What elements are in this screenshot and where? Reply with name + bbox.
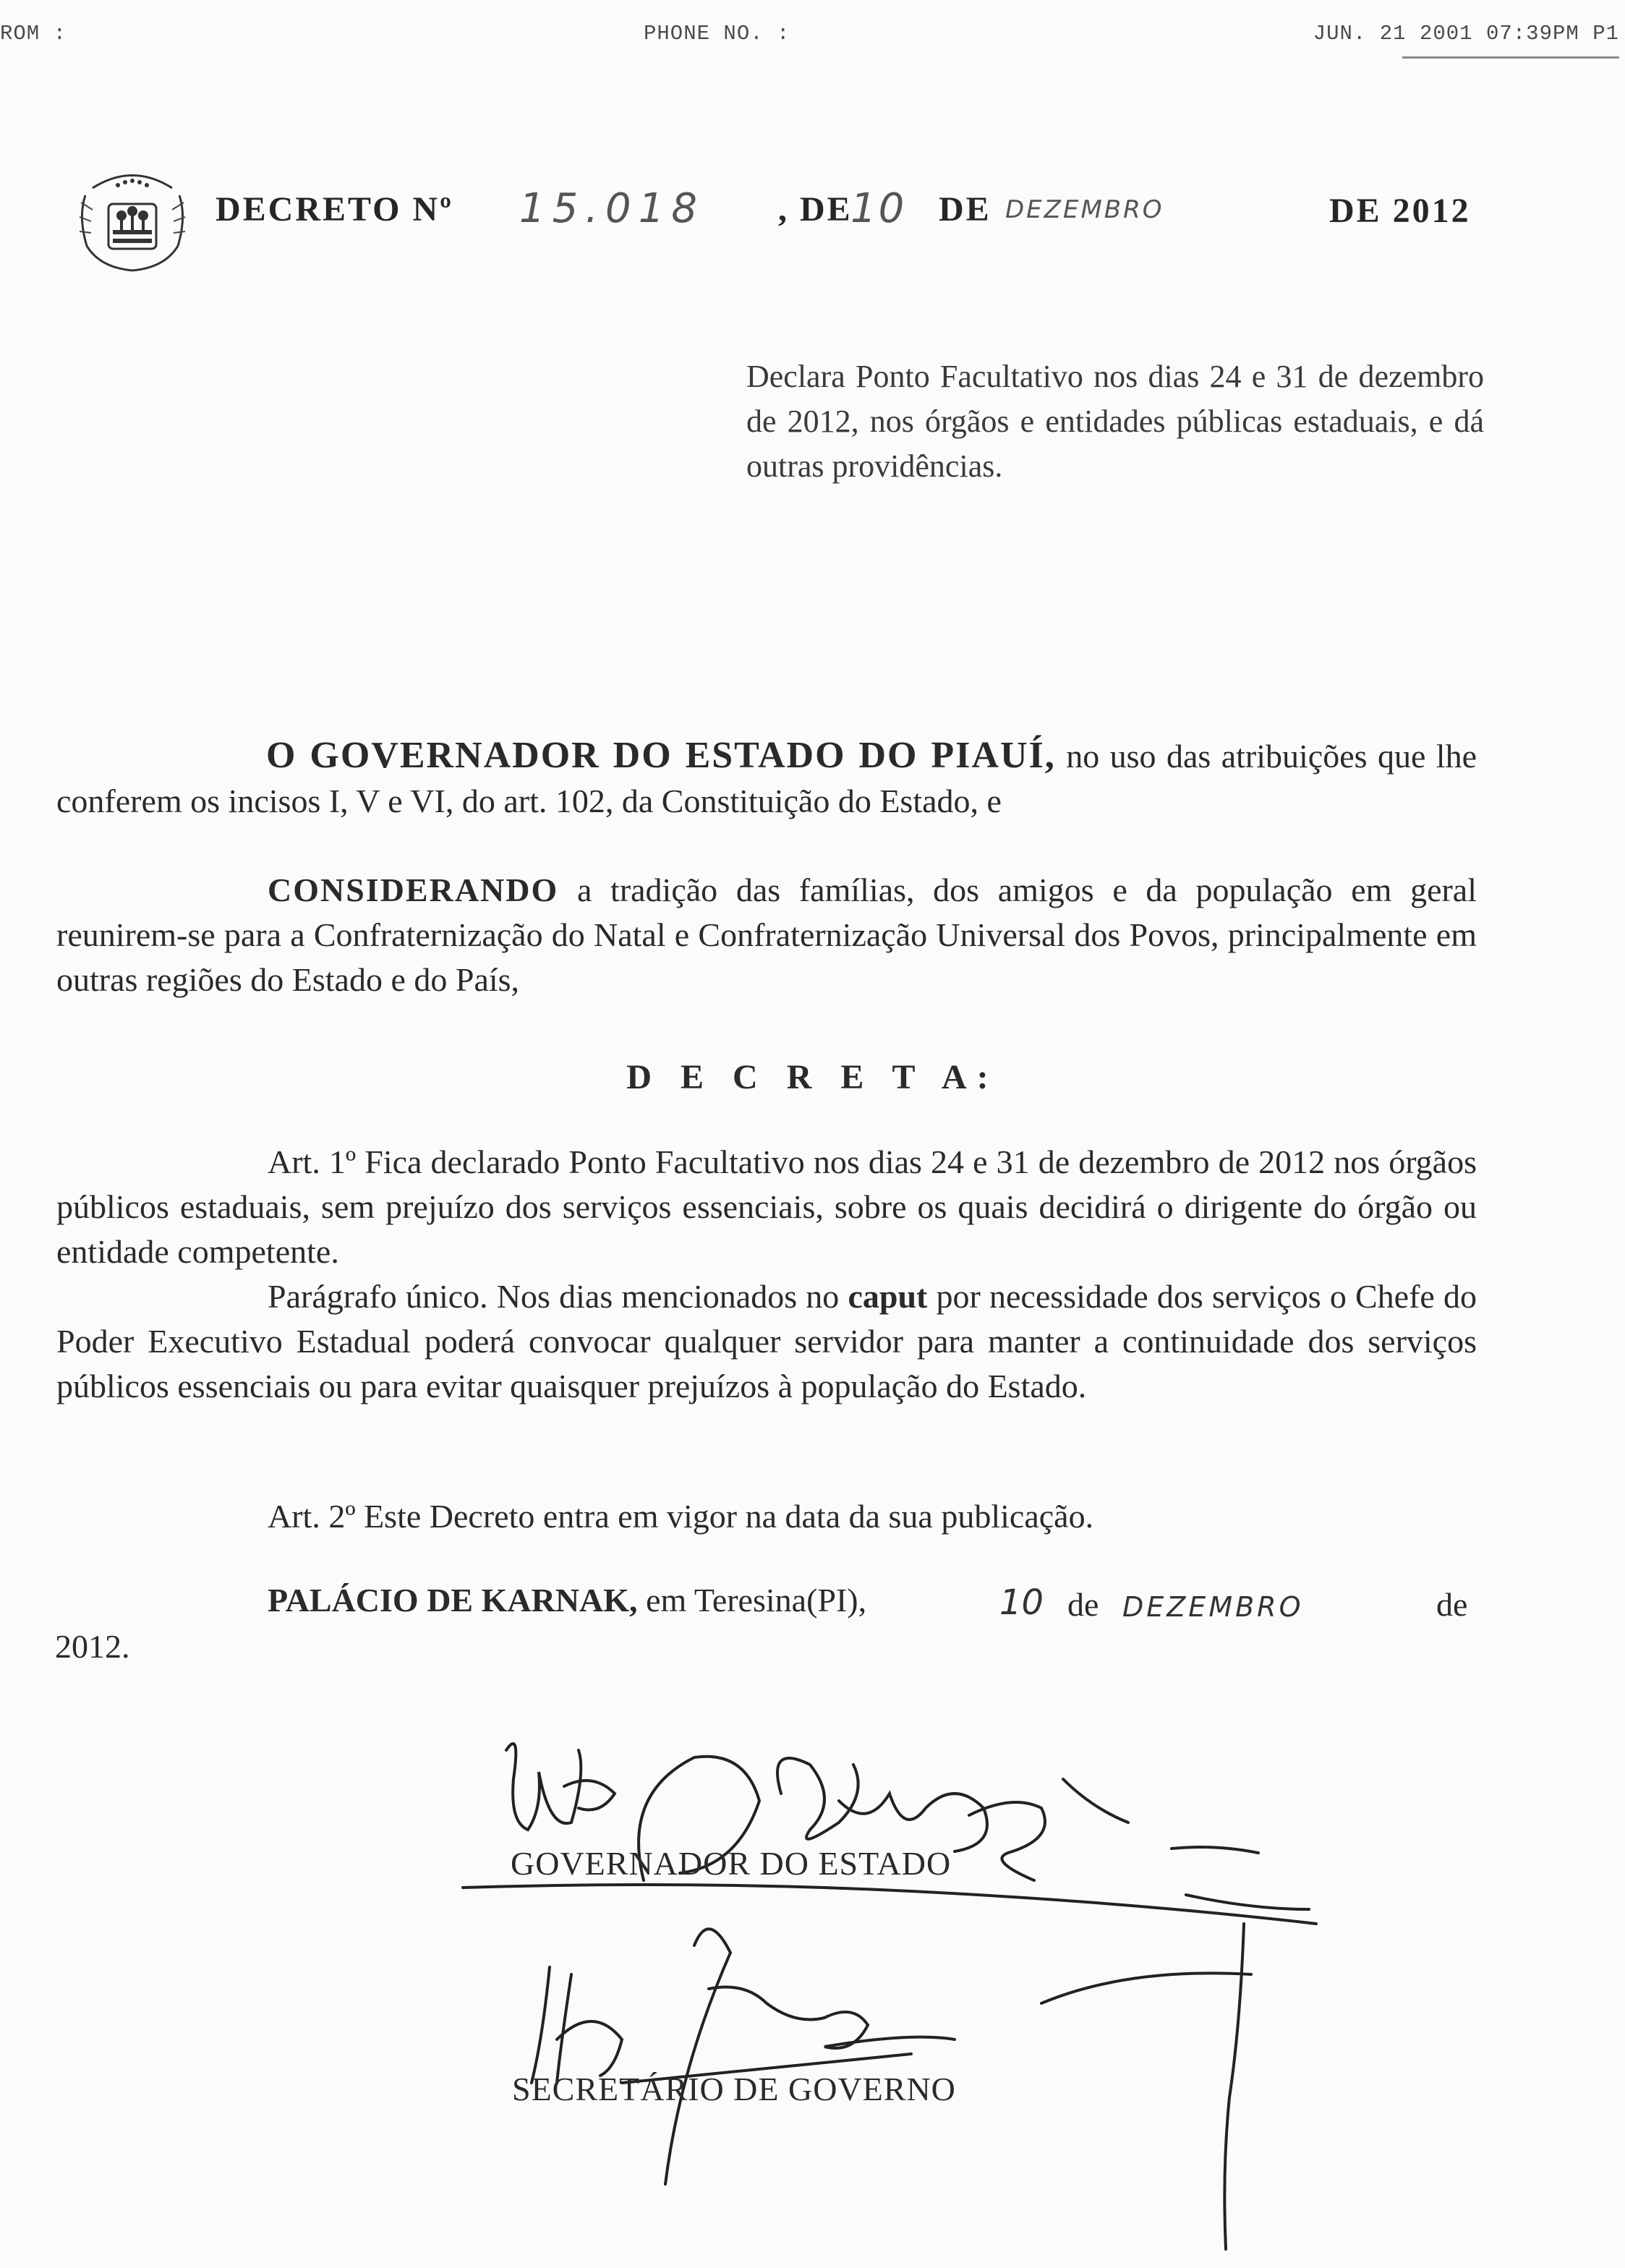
- article-1: [56, 1140, 1477, 1274]
- article-2-text: Art. 2º Este Decreto entra em vigor na data da sua publicação.: [268, 1498, 1094, 1535]
- decreta-heading: D E C R E T A:: [626, 1058, 999, 1096]
- closing-year: 2012.: [55, 1628, 130, 1665]
- handwritten-signatures: [405, 1663, 1490, 2256]
- decree-heading: [216, 185, 1488, 247]
- closing-palace: PALÁCIO DE KARNAK,: [268, 1582, 638, 1619]
- decree-de-2: DE: [939, 190, 991, 229]
- considerando-paragraph: [56, 868, 1477, 1002]
- fax-phone: PHONE NO. :: [644, 22, 790, 46]
- considerando-title: CONSIDERANDO: [268, 871, 559, 908]
- sole-paragraph-caput: caput: [848, 1278, 928, 1315]
- closing-month: DEZEMBRO: [1122, 1591, 1304, 1623]
- article-2: [56, 1494, 1477, 1539]
- decree-day: 10: [850, 185, 907, 232]
- state-coat-of-arms-icon: [71, 166, 194, 273]
- considerando-text: a tradição das famílias, dos amigos e da população em geral reunirem-se para a Confraternização do Natal e Confraternização Universal dos Povos, principalmente em outras regiões do Estado e do País,: [56, 871, 1477, 998]
- fax-datetime: JUN. 21 2001 07:39PM P1: [1313, 22, 1619, 46]
- signature-area: [405, 1663, 1490, 2256]
- preamble-text: no uso das atribuições que lhe conferem os incisos I, V e VI, do art. 102, da Constituição do Estado, e: [56, 738, 1477, 819]
- fax-underline: [1402, 56, 1619, 59]
- decree-label: DECRETO Nº: [216, 190, 454, 229]
- sole-paragraph: [56, 1274, 1477, 1409]
- secretary-role: SECRETÁRIO DE GOVERNO: [512, 2071, 956, 2107]
- decree-number: 15.018: [519, 185, 704, 232]
- closing-day: 10: [999, 1582, 1044, 1623]
- closing-de: de: [1436, 1586, 1468, 1623]
- sole-paragraph-before: Parágrafo único. Nos dias mencionados no: [268, 1278, 840, 1315]
- preamble: [56, 733, 1477, 824]
- decree-year: DE 2012: [1329, 192, 1471, 230]
- governor-role: GOVERNADOR DO ESTADO: [511, 1845, 952, 1882]
- decree-de-1: , DE: [778, 190, 853, 229]
- decree-summary: Declara Ponto Facultativo nos dias 24 e 31 de dezembro de 2012, nos órgãos e entidades públicas estaduais, e dá outras providências.: [746, 359, 1484, 484]
- decree-month: DEZEMBRO: [1005, 195, 1164, 224]
- fax-sender: ROM :: [0, 22, 67, 46]
- preamble-title: O GOVERNADOR DO ESTADO DO PIAUÍ,: [266, 735, 1056, 776]
- closing-place: em Teresina(PI),: [646, 1582, 867, 1619]
- closing-de-inline: de: [1067, 1586, 1099, 1623]
- article-1-text: Art. 1º Fica declarado Ponto Facultativo nos dias 24 e 31 de dezembro de 2012 nos órgãos públicos estaduais, sem prejuízo dos serviços essenciais, sobre os quais decidirá o dirigente do órgão ou entidade competente.: [56, 1143, 1477, 1270]
- sole-paragraph-after: por necessidade dos serviços o Chefe do Poder Executivo Estadual poderá convocar qualquer servidor para manter a continuidade dos serviços públicos essenciais ou para evitar quaisquer prejuízos à população do Estado.: [56, 1278, 1477, 1404]
